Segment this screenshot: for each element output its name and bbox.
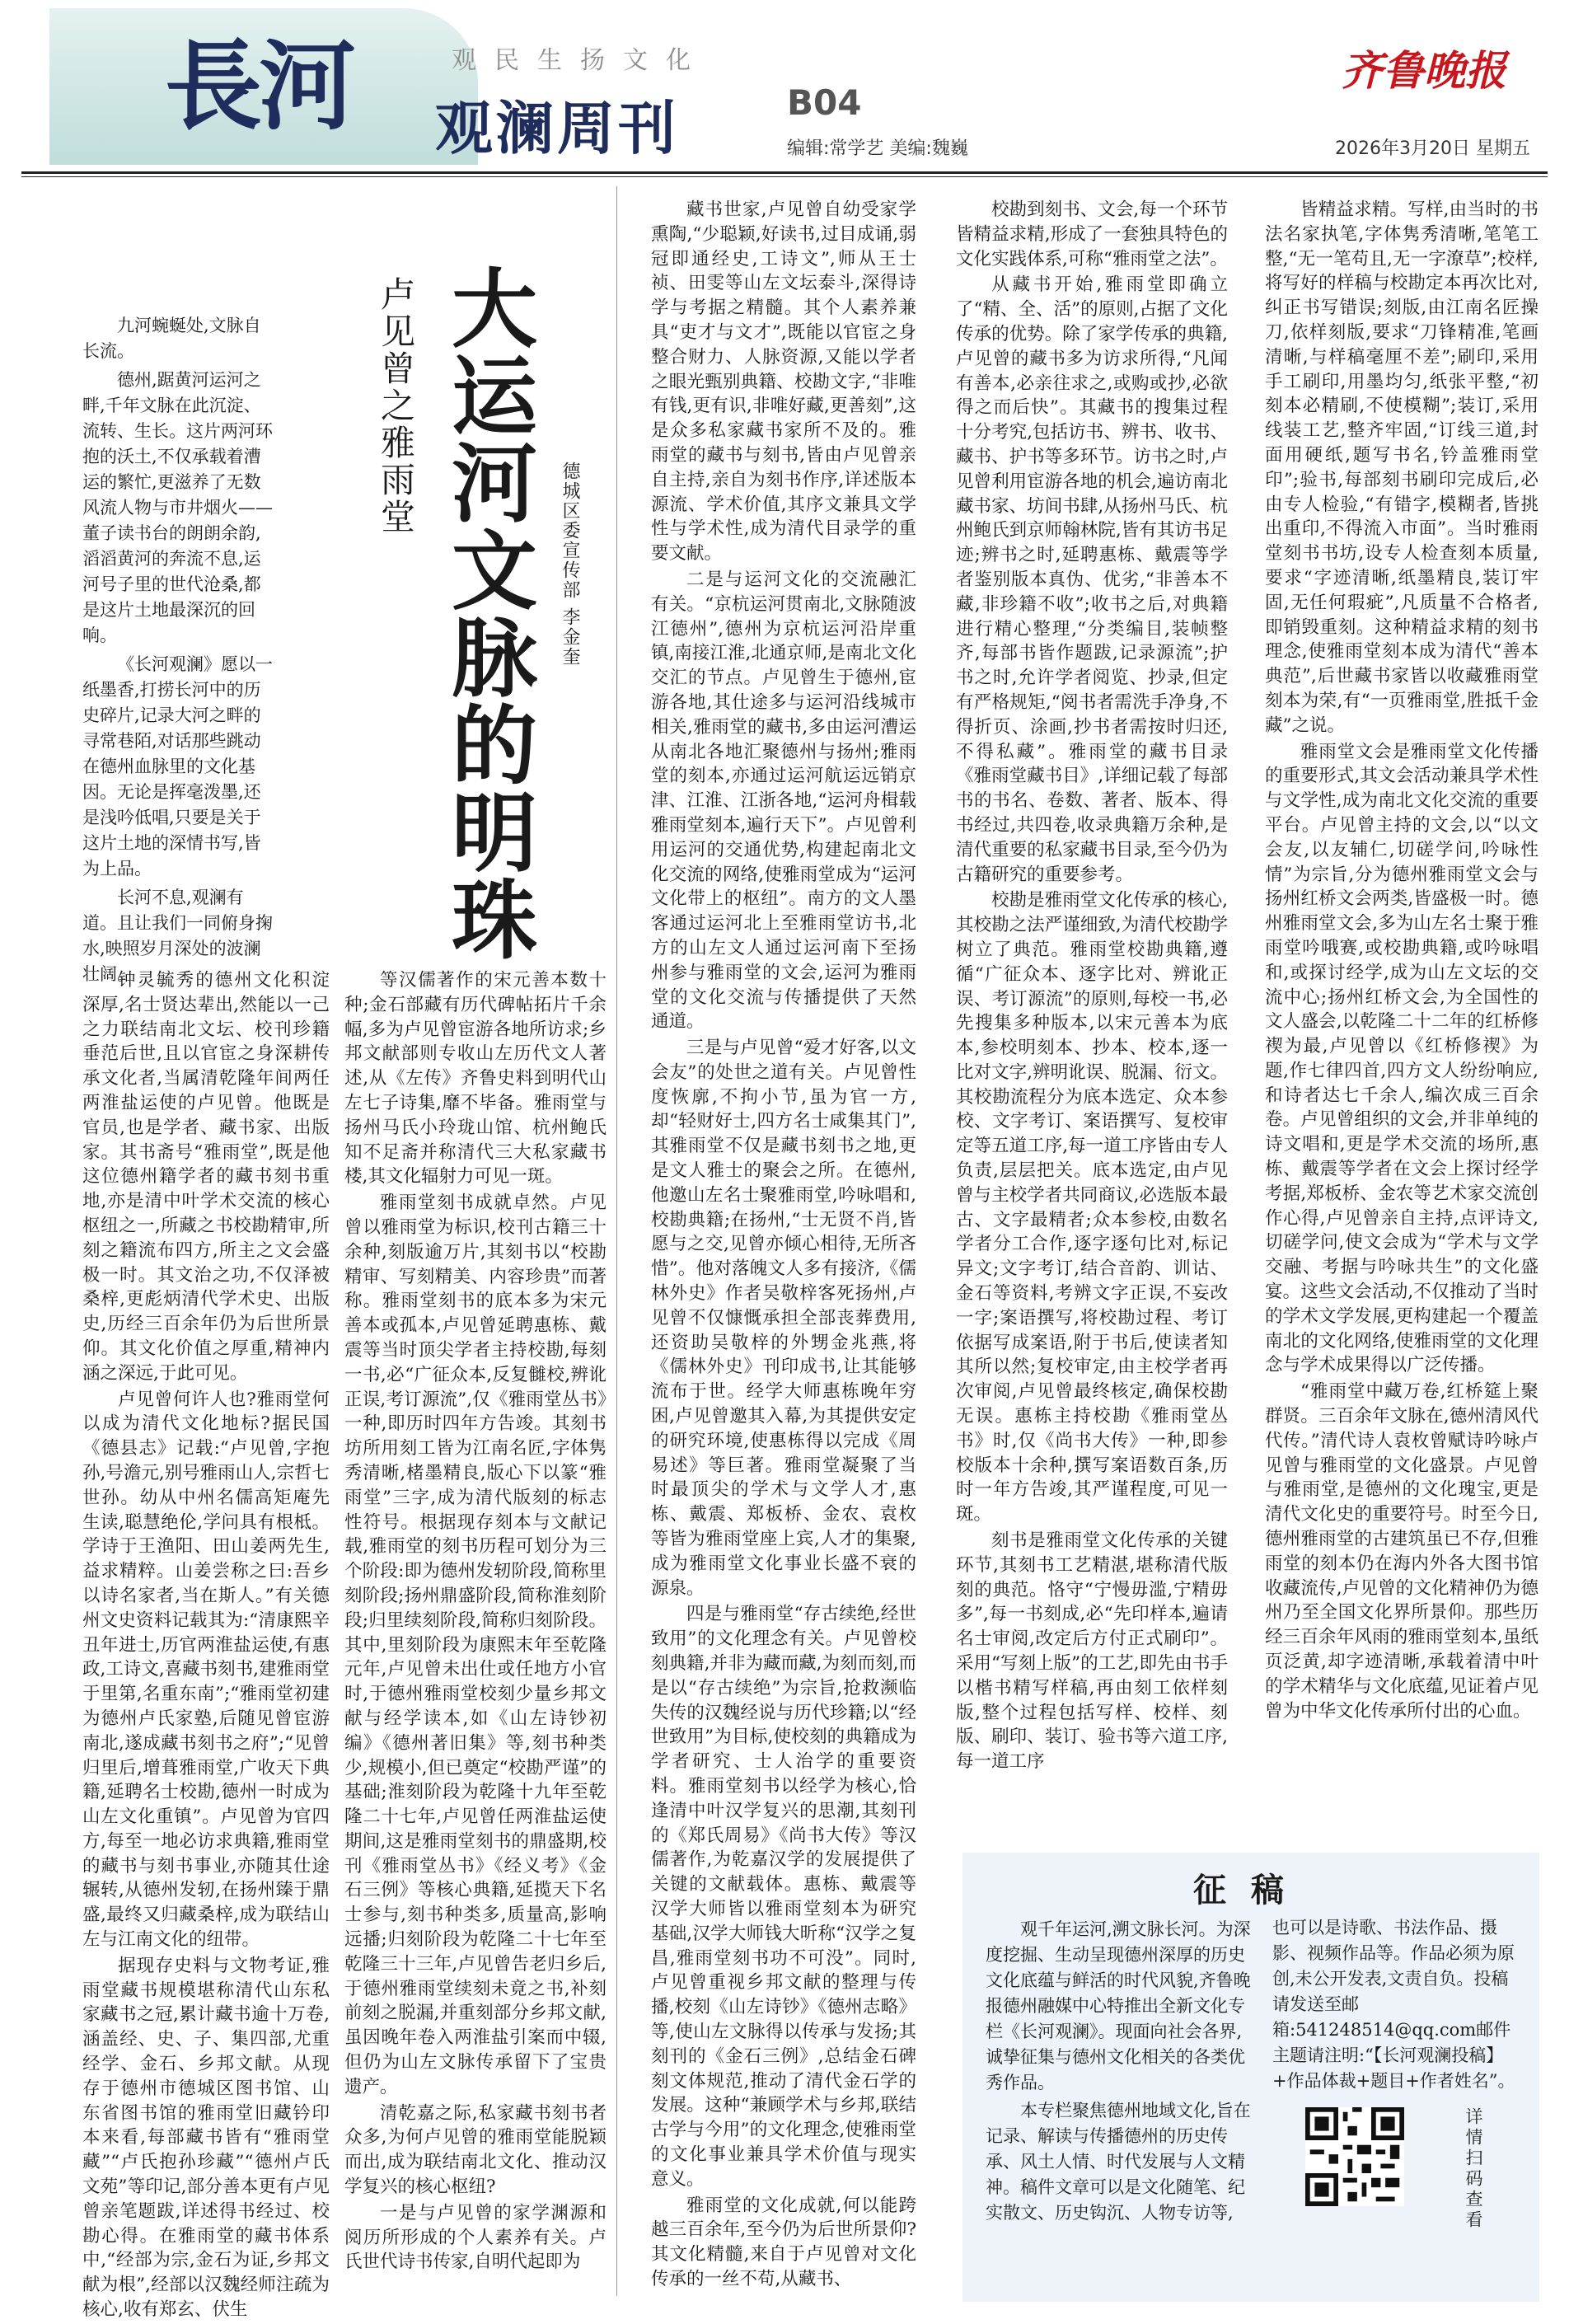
header-rule <box>21 171 1548 174</box>
intro-paragraph: 《长河观澜》愿以一纸墨香,打捞长河中的历史碎片,记录大河之畔的寻常巷陌,对话那些跳动在德州血脉里的文化基因。无论是挥毫泼墨,还是浅吟低唱,只要是关于这片土地的深情书写,皆为上品。 <box>82 654 273 879</box>
body-paragraph: 等汉儒著作的宋元善本数十种;金石部藏有历代碑帖拓片千余幅,多为卢见曾宦游各地所访求;乡邦文献部则专收山左历代文人著述,从《左传》齐鲁史料到明代山左七子诗集,靡不毕备。雅雨堂与扬州马氏小玲珑山馆、杭州鲍氏知不足斋并称清代三大私家藏书楼,其文化辐射力可见一斑。 <box>344 970 607 1188</box>
article-title: 大运河文脉的明珠 <box>437 264 538 963</box>
body-paragraph: 三是与卢见曾“爱才好客,以文会友”的处世之道有关。卢见曾性度恢廓,不拘小节,虽为官一方,却“轻财好士,四方名士咸集其门”,其雅雨堂不仅是藏书刻书之地,更是文人雅士的聚会之所。在德州,他邀山左名士聚雅雨堂,吟咏唱和,校勘典籍;在扬州,“士无贤不肖,皆愿与之交,见曾亦倾心相待,无所吝惜”。他对落魄文人多有接济,《儒林外史》作者吴敬梓客死扬州,卢见曾不仅慷慨承担全部丧葬费用,还资助吴敬梓的外甥金兆燕,将《儒林外史》刊印成书,让其能够流布于世。经学大师惠栋晚年穷困,卢见曾邀其入幕,为其提供安定的研究环境,使惠栋得以完成《周易述》等巨著。雅雨堂凝聚了当时最顶尖的学术与文学人才,惠栋、戴震、郑板桥、金农、袁枚等皆为雅雨堂座上宾,人才的集聚,成为雅雨堂文化事业长盛不衰的源泉。 <box>651 1038 916 1599</box>
article-byline: 德城区委宣传部 李金奎 <box>560 462 580 667</box>
weekly-name: 观澜周刊 <box>435 95 679 162</box>
body-paragraph: 从藏书开始,雅雨堂即确立了“精、全、活”的原则,占据了文化传承的优势。除了家学传承的典籍,卢见曾的藏书多为访求所得,“凡闻有善本,必亲往求之,或购或抄,必欲得之而后快”。其藏书的搜集过程十分考究,包括访书、辨书、收书、藏书、护书等多环节。访书之时,卢见曾利用宦游各地的机会,遍访南北藏书家、坊间书肆,从扬州马氏、杭州鲍氏到京师翰林院,皆有其访书足迹;辨书之时,延聘惠栋、戴震等学者鉴别版本真伪、优劣,“非善本不藏,非珍籍不收”;收书之后,对典籍进行精心整理,“分类编目,装帧整齐,每部书皆作题跋,记录源流”;护书之时,允许学者阅览、抄录,但定有严格规矩,“阅书者需洗手净身,不得折页、涂画,抄书者需按时归还,不得私藏”。雅雨堂的藏书目录《雅雨堂藏书目》,详细记载了每部书的书名、卷数、著者、版本、得书经过,共四卷,收录典籍万余种,是清代重要的私家藏书目录,至今仍为古籍研究的重要参考。 <box>956 274 1228 885</box>
article-subtitle: 卢见曾之雅雨堂 <box>376 276 416 536</box>
column-divider <box>616 186 617 2296</box>
body-paragraph: 藏书世家,卢见曾自幼受家学熏陶,“少聪颖,好读书,过目成诵,弱冠即通经史,工诗文”,师从王士祯、田雯等山左文坛泰斗,深得诗学与考据之精髓。其个人素养兼具“吏才与文才”,既能以官宦之身整合财力、人脉资源,又能以学者之眼光甄别典籍、校勘文字,“非唯有钱,更有识,非唯好藏,更善刻”,这是众多私家藏书家所不及的。雅雨堂的藏书与刻书,皆由卢见曾亲自主持,亲自为刻书作序,详述版本源流、学术价值,其序文兼具文学性与学术性,成为清代目录学的重要文献。 <box>651 199 916 565</box>
intro-box <box>82 313 274 984</box>
body-paragraph: 雅雨堂文会是雅雨堂文化传播的重要形式,其文会活动兼具学术性与文学性,成为南北文化交流的重要平台。卢见曾主持的文会,以“以文会友,以友辅仁,切磋学问,吟咏性情”为宗旨,分为德州雅雨堂文会与扬州红桥文会两类,皆盛极一时。德州雅雨堂文会,多为山左名士聚于雅雨堂吟哦赛,或校勘典籍,或吟咏唱和,或探讨经学,成为山左文坛的交流中心;扬州红桥文会,为全国性的文人盛会,以乾隆二十二年的红桥修禊为最,卢见曾以《红桥修禊》为题,作七律四首,四方文人纷纷响应,和诗者达七千余人,编次成三百余卷。卢见曾组织的文会,并非单纯的诗文唱和,更是学术交流的场所,惠栋、戴震等学者在文会上探讨经学考据,郑板桥、金农等艺术家交流创作心得,卢见曾亲自主持,点评诗文,切磋学问,使文会成为“学术与文学交融、考据与吟咏共生”的文化盛宴。这些文会活动,不仅推动了当时的学术文学发展,更构建起一个覆盖南北的文化网络,使雅雨堂的文化理念与学术成果得以广泛传播。 <box>1265 741 1539 1376</box>
notice-title: 征稿 <box>1193 1872 1309 1909</box>
article-column-3 <box>651 198 916 2294</box>
qr-code-icon[interactable] <box>1305 2107 1404 2206</box>
notice-text-left <box>986 1917 1258 2228</box>
notice-paragraph: 本专栏聚焦德州地域文化,旨在记录、解读与传播德州的历史传承、风土人情、时代发展与人文精神。稿件文章可以是文化随笔、纪实散文、历史钩沉、人物专访等, <box>986 2101 1251 2223</box>
intro-paragraph: 九河蜿蜒处,文脉自长流。 <box>82 316 261 361</box>
header-rule-thin <box>21 176 1548 177</box>
page-number: B04 <box>787 82 862 123</box>
body-paragraph: 校勘到刻书、文会,每一个环节皆精益求精,形成了一套独具特色的文化实践体系,可称“雅雨堂之法”。 <box>956 199 1228 269</box>
body-paragraph: 雅雨堂的文化成就,何以能跨越三百余年,至今仍为后世所景仰?其文化精髓,来自于卢见曾对文化传承的一丝不苟,从藏书、 <box>651 2195 916 2289</box>
body-paragraph: 皆精益求精。写样,由当时的书法名家执笔,字体隽秀清晰,笔笔工整,“无一笔苟且,无一字潦草”;校样,将写好的样稿与校勘定本再次比对,纠正书写错误;刻版,由江南名匠操刀,依样刻版,要求“刀锋精准,笔画清晰,与样稿毫厘不差”;刷印,采用手工刷印,用墨均匀,纸张平整,“初刻本必精刷,不使模糊”;装订,采用线装工艺,整齐牢固,“订线三道,封面用硬纸,题写书名,钤盖雅雨堂印”;验书,每部刻书刷印完成后,必由专人检验,“有错字,模糊者,皆挑出重印,不得流入市面”。当时雅雨堂刻书书坊,设专人检查刻本质量,要求“字迹清晰,纸墨精良,装订牢固,无任何瑕疵”,凡质量不合格者,即销毁重刻。这种精益求精的刻书理念,使雅雨堂刻本成为清代“善本典范”,后世藏书家皆以收藏雅雨堂刻本为荣,有“一页雅雨堂,胜抵千金藏”之说。 <box>1265 199 1539 736</box>
body-paragraph: 据现存史料与文物考证,雅雨堂藏书规模堪称清代山东私家藏书之冠,累计藏书逾十万卷,涵盖经、史、子、集四部,尤重经学、金石、乡邦文献。从现存于德州市德城区图书馆、山东省图书馆的雅雨堂旧藏钤印本来看,每部藏书皆有“雅雨堂藏”“卢氏抱孙珍藏”“德州卢氏文苑”等印记,部分善本更有卢见曾亲笔题跋,详述得书经过、校勘心得。在雅雨堂的藏书体系中,“经部为宗,金石为证,乡邦文献为根”,经部以汉魏经师注疏为核心,收有郑玄、伏生 <box>82 1955 330 2321</box>
body-paragraph: 清乾嘉之际,私家藏书刻书者众多,为何卢见曾的雅雨堂能脱颖而出,成为联结南北文化、推动汉学复兴的核心枢纽? <box>344 2102 607 2198</box>
body-paragraph: 四是与雅雨堂“存古续绝,经世致用”的文化理念有关。卢见曾校刻典籍,并非为藏而藏,为刻而刻,而是以“存古续绝”为宗旨,抢救濒临失传的汉魏经说与历代珍籍;以“经世致用”为目标,使校刻的典籍成为学者研究、士人治学的重要资料。雅雨堂刻书以经学为核心,恰逢清中叶汉学复兴的思潮,其刻刊的《郑氏周易》《尚书大传》等汉儒著作,为乾嘉汉学的发展提供了关键的文献载体。惠栋、戴震等汉学大师皆以雅雨堂刻本为研究基础,汉学大师钱大昕称“汉学之复昌,雅雨堂刻书功不可没”。同时,卢见曾重视乡邦文献的整理与传播,校刻《山左诗钞》《德州志略》等,使山左文脉得以传承与发扬;其刻刊的《金石三例》,总结金石碑刻文体规范,推动了清代金石学的发展。这种“兼顾学术与乡邦,联结古学与今用”的文化理念,使雅雨堂的文化事业兼具学术价值与现实意义。 <box>651 1604 916 2190</box>
call-for-submissions-box <box>962 1853 1539 2302</box>
issue-date: 2026年3月20日 星期五 <box>1335 138 1530 159</box>
body-paragraph: 校勘是雅雨堂文化传承的核心,其校勘之法严谨细致,为清代校勘学树立了典范。雅雨堂校勘典籍,遵循“广征众本、逐字比对、辨讹正误、考订源流”的原则,每校一书,必先搜集多种版本,以宋元善本为底本,参校明刻本、抄本、校本,逐一比对文字,辨明讹误、脱漏、衍文。其校勘流程分为底本选定、众本参校、文字考订、案语撰写、复校审定等五道工序,每一道工序皆由专人负责,层层把关。底本选定,由卢见曾与主校学者共同商议,必选版本最古、文字最精者;众本参校,由数名学者分工合作,逐字逐句比对,标记异文;文字考订,结合音韵、训诂、金石等资料,考辨文字正误,不妄改一字;案语撰写,将校勘过程、考订依据写成案语,附于书后,使读者知其所以然;复校审定,由主校学者再次审阅,卢见曾最终核定,确保校勘无误。惠栋主持校勘《雅雨堂丛书》时,仅《尚书大传》一种,即参校版本十余种,撰写案语数百条,历时一年方告竣,其严谨程度,可见一斑。 <box>956 890 1228 1525</box>
body-paragraph: 钟灵毓秀的德州文化积淀深厚,名士贤达辈出,然能以一己之力联结南北文坛、校刊珍籍垂范后世,且以官宦之身深耕传承文化者,当属清乾隆年间两任两淮盐运使的卢见曾。他既是官员,也是学者、藏书家、出版家。其书斋号“雅雨堂”,既是他这位德州籍学者的藏书刻书重地,亦是清中叶学术交流的核心枢纽之一,所藏之书校勘精审,所刻之籍流布四方,所主之文会盛极一时。其文治之功,不仅泽被桑梓,更彪炳清代学术史、出版史,历经三百余年仍为后世所景仰。其文化价值之厚重,精神内涵之深远,于此可见。 <box>82 970 330 1384</box>
masthead <box>0 0 1569 180</box>
body-paragraph: 二是与运河文化的交流融汇有关。“京杭运河贯南北,文脉随波江德州”,德州为京杭运河沿岸重镇,南接江淮,北通京师,是南北文化交汇的节点。卢见曾生于德州,宦游各地,其仕途多与运河沿线城市相关,雅雨堂的藏书,多由运河漕运从南北各地汇聚德州与扬州;雅雨堂的刻本,亦通过运河航运远销京津、江淮、江浙各地,“运河舟楫载雅雨堂刻本,遍行天下”。卢见曾利用运河的交通优势,构建起南北文化交流的网络,使雅雨堂成为“运河文化带上的枢纽”。南方的文人墨客通过运河北上至雅雨堂访书,北方的山左文人通过运河南下至扬州参与雅雨堂的文会,运河为雅雨堂的文化交流与传播提供了天然通道。 <box>651 569 916 1033</box>
intro-paragraph: 长河不息,观澜有道。且让我们一同俯身掬水,映照岁月深处的波澜壮阔。 <box>82 888 273 984</box>
body-paragraph: 雅雨堂刻书成就卓然。卢见曾以雅雨堂为标识,校刊古籍三十余种,刻版逾万片,其刻书以“校勘精审、写刻精美、内容珍贵”而著称。雅雨堂刻书的底本多为宋元善本或孤本,卢见曾延聘惠栋、戴震等当时顶尖学者主持校勘,每刻一书,必“广征众本,反复雠校,辨讹正误,考订源流”,仅《雅雨堂丛书》一种,即历时四年方告竣。其刻书坊所用刻工皆为江南名匠,字体隽秀清晰,楮墨精良,版心下以篆“雅雨堂”三字,成为清代版刻的标志性符号。根据现存刻本与文献记载,雅雨堂的刻书历程可划分为三个阶段:即为德州发轫阶段,简称里刻阶段;扬州鼎盛阶段,简称淮刻阶段;归里续刻阶段,简称归刻阶段。其中,里刻阶段为康熙末年至乾隆元年,卢见曾未出仕或任地方小官时,于德州雅雨堂校刻少量乡邦文献与经学读本,如《山左诗钞初编》《德州著旧集》等,刻书种类少,规模小,但已奠定“校勘严谨”的基础;淮刻阶段为乾隆十九年至乾隆二十七年,卢见曾任两淮盐运使期间,这是雅雨堂刻书的鼎盛期,校刊《雅雨堂丛书》《经义考》《金石三例》等核心典籍,延揽天下名士参与,刻书种类多,质量高,影响远播;归刻阶段为乾隆二十七年至乾隆三十三年,卢见曾告老归乡后,于德州雅雨堂续刻未竟之书,补刻前刻之脱漏,并重刻部分乡邦文献,虽因晚年卷入两淮盐引案而中辍,但仍为山左文脉传承留下了宝贵遗产。 <box>344 1192 607 2097</box>
column-logo: 長河 <box>165 29 354 143</box>
intro-text <box>82 313 274 987</box>
intro-paragraph: 德州,踞黄河运河之畔,千年文脉在此沉淀、流转、生长。这片两河环抱的沃土,不仅承载着漕运的繁忙,更滋养了无数风流人物与市井烟火——董子读书台的朗朗余韵,滔滔黄河的奔流不息,运河号子里的世代沧桑,都是这片土地最深沉的回响。 <box>82 370 273 645</box>
newspaper-logo: 齐鲁晚报 <box>1342 46 1506 95</box>
article-column-2 <box>344 968 607 2276</box>
body-paragraph: 卢见曾何许人也?雅雨堂何以成为清代文化地标?据民国《德县志》记载:“卢见曾,字抱孙,号澹元,别号雅雨山人,宗哲七世孙。幼从中州名儒高矩庵先生读,聪慧绝伦,学问具有根柢。学诗于王渔阳、田山姜两先生,益求精粹。山姜尝称之曰:吾乡以诗名家者,当在斯人。”有关德州文史资料记载其为:“清康熙辛丑年进士,历官两淮盐运使,有惠政,工诗文,喜藏书刻书,建雅雨堂于里第,名重东南”;“雅雨堂初建为德州卢氏家塾,后随见曾宦游南北,遂成藏书刻书之府”;“见曾归里后,增葺雅雨堂,广收天下典籍,延聘名士校勘,德州一时成为山左文化重镇”。卢见曾为官四方,每至一地必访求典籍,雅雨堂的藏书与刻书事业,亦随其仕途辗转,从德州发轫,在扬州臻于鼎盛,最终又归藏桑梓,成为联结山左与江南文化的纽带。 <box>82 1389 330 1951</box>
article-column-1 <box>82 968 330 2324</box>
notice-paragraph: 也可以是诗歌、书法作品、摄影、视频作品等。作品必须为原创,未公开发表,文责自负。投稿请发送至邮箱:541248514@qq.com邮件主题请注明:“【长河观澜投稿】+作品体裁+题目+作者姓名”。 <box>1272 1918 1515 2091</box>
notice-paragraph: 观千年运河,溯文脉长河。为深度挖掘、生动呈现德州深厚的历史文化底蕴与鲜活的时代风貌,齐鲁晚报德州融媒中心特推出全新文化专栏《长河观澜》。现面向社会各界,诚挚征集与德州文化相关的各类优秀作品。 <box>986 1919 1251 2092</box>
qr-label: 详情扫码查看 <box>1464 2107 1483 2231</box>
body-paragraph: 一是与卢见曾的家学渊源和阅历所形成的个人素养有关。卢氏世代诗书传家,自明代起即为 <box>344 2202 607 2273</box>
body-paragraph: 刻书是雅雨堂文化传承的关键环节,其刻书工艺精湛,堪称清代版刻的典范。恪守“宁慢毋滥,宁精毋多”,每一书刻成,必“先印样本,遍请名士审阅,改定后方付正式刷印”。采用“写刻上版”的工艺,即先由书手以楷书精写样稿,再由刻工依样刻版,整个过程包括写样、校样、刻版、刷印、装订、验书等六道工序,每一道工序 <box>956 1530 1228 1773</box>
article-column-5 <box>1265 198 1539 1725</box>
body-paragraph: “雅雨堂中藏万卷,红桥筵上聚群贤。三百余年文脉在,德州清风代代传。”清代诗人袁枚曾赋诗吟咏卢见曾与雅雨堂的文化盛景。卢见曾与雅雨堂,是德州的文化瑰宝,更是清代文化史的重要符号。时至今日,德州雅雨堂的古建筑虽已不存,但雅雨堂的刻本仍在海内外各大图书馆收藏流传,卢见曾的文化精神仍为德州乃至全国文化界所景仰。那些历经三百余年风雨的雅雨堂刻本,虽纸页泛黄,却字迹清晰,承载着清中叶的学术精华与文化底蕴,见证着卢见曾为中华文化传承所付出的心血。 <box>1265 1381 1539 1722</box>
editors-credit: 编辑:常学艺 美编:魏巍 <box>787 138 968 159</box>
article-column-4 <box>956 198 1228 1776</box>
notice-text-right <box>1272 1915 1516 2239</box>
column-slogan: 观民生扬文化 <box>452 46 709 75</box>
